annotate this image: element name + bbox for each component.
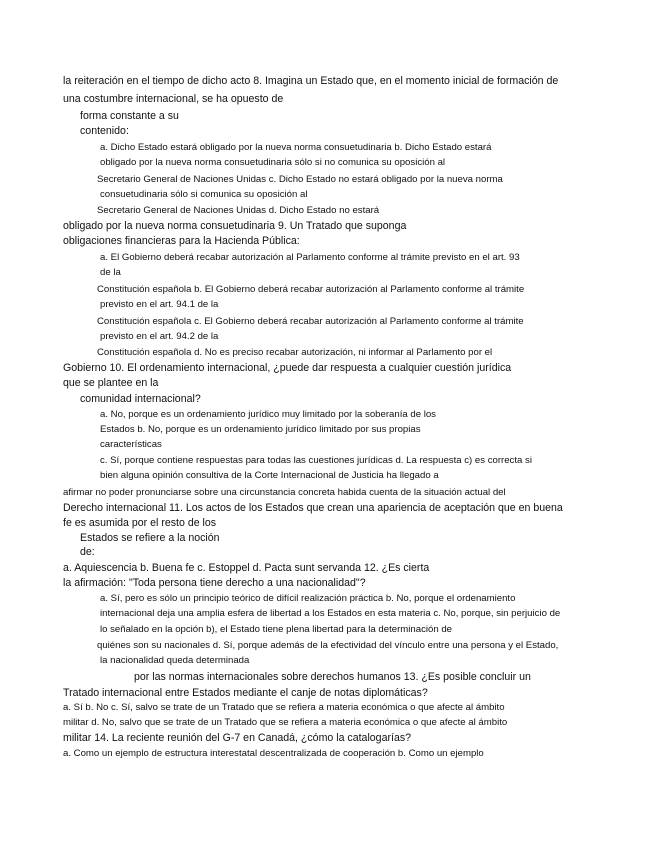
text-line: Tratado internacional entre Estados mediante el canje de notas diplomáticas? [63,687,428,699]
text-line: la afirmación: "Toda persona tiene derecho a una nacionalidad"? [63,577,366,589]
text-line: quiénes son su nacionales d. Sí, porque además de la efectividad del vínculo entre una persona y el Estado, [97,640,559,651]
text-line: c. Sí, porque contiene respuestas para todas las cuestiones jurídicas d. La respuesta c) es correcta si [100,455,532,466]
text-line: obligaciones financieras para la Hacienda Pública: [63,235,300,247]
text-line: una costumbre internacional, se ha opuesto de [63,93,284,105]
text-line: internacional deja una amplia esfera de libertad a los Estados en esta materia c. No, porque, sin perjuicio de [100,608,561,619]
text-line: a. Aquiescencia b. Buena fe c. Estoppel d. Pacta sunt servanda 12. ¿Es cierta [63,562,430,574]
text-line: Estados b. No, porque es un ordenamiento jurídico limitado por sus propias [100,424,421,435]
text-line: Constitución española c. El Gobierno deberá recabar autorización al Parlamento conforme al trámite [97,316,524,327]
text-line: características [100,439,162,450]
text-line: Constitución española d. No es preciso recabar autorización, ni informar al Parlamento por el [97,347,493,358]
text-line: Gobierno 10. El ordenamiento internacional, ¿puede dar respuesta a cualquier cuestión jurídica [63,362,512,374]
text-line: obligado por la nueva norma consuetudinaria 9. Un Tratado que suponga [63,220,407,232]
text-line: por las normas internacionales sobre derechos humanos 13. ¿Es posible concluir un [134,671,531,683]
text-line: consuetudinaria sólo si comunica su oposición al [100,189,308,200]
text-line: forma constante a su [80,110,179,122]
text-line: la nacionalidad queda determinada [100,655,250,666]
text-line: fe es asumida por el resto de los [63,517,217,529]
text-line: militar 14. La reciente reunión del G-7 en Canadá, ¿cómo la catalogarías? [63,732,412,744]
text-line: previsto en el art. 94.2 de la [100,331,219,342]
text-line: a. No, porque es un ordenamiento jurídico muy limitado por la soberanía de los [100,409,436,420]
text-line: a. Sí, pero es sólo un principio teórico de difícil realización práctica b. No, porque el ordenamiento [100,593,516,604]
text-line: la reiteración en el tiempo de dicho acto 8. Imagina un Estado que, en el momento inicial de formación de [63,75,559,87]
text-line: Secretario General de Naciones Unidas d. Dicho Estado no estará [97,205,380,216]
text-line: a. Sí b. No c. Sí, salvo se trate de un Tratado que se refiera a materia económica o que afecte al ámbito [63,702,505,713]
text-line: bien alguna opinión consultiva de la Corte Internacional de Justicia ha llegado a [100,470,439,481]
text-line: militar d. No, salvo que se trate de un Tratado que se refiera a materia económica o que afecte al ámbito [63,717,508,728]
text-line: lo señalado en la opción b), el Estado tiene plena libertad para la determinación de [100,624,453,635]
text-line: Derecho internacional 11. Los actos de los Estados que crean una apariencia de aceptación que en buena [63,502,563,514]
text-line: previsto en el art. 94.1 de la [100,299,219,310]
text-line: de: [80,546,95,558]
text-line: Estados se refiere a la noción [80,532,220,544]
text-line: obligado por la nueva norma consuetudinaria sólo si no comunica su oposición al [100,157,446,168]
text-line: contenido: [80,125,129,137]
text-line: Constitución española b. El Gobierno deberá recabar autorización al Parlamento conforme al trámite [97,284,525,295]
text-line: de la [100,267,121,278]
text-line: afirmar no poder pronunciarse sobre una circunstancia concreta habida cuenta de la situación actual del [63,487,506,498]
text-line: comunidad internacional? [80,393,201,405]
text-line: a. Como un ejemplo de estructura interestatal descentralizada de cooperación b. Como un ejemplo [63,748,484,759]
text-line: Secretario General de Naciones Unidas c. Dicho Estado no estará obligado por la nueva norma [97,174,503,185]
text-line: a. El Gobierno deberá recabar autorización al Parlamento conforme al trámite previsto en el art. 93 [100,252,520,263]
text-line: que se plantee en la [63,377,159,389]
text-line: a. Dicho Estado estará obligado por la nueva norma consuetudinaria b. Dicho Estado estará [100,142,492,153]
